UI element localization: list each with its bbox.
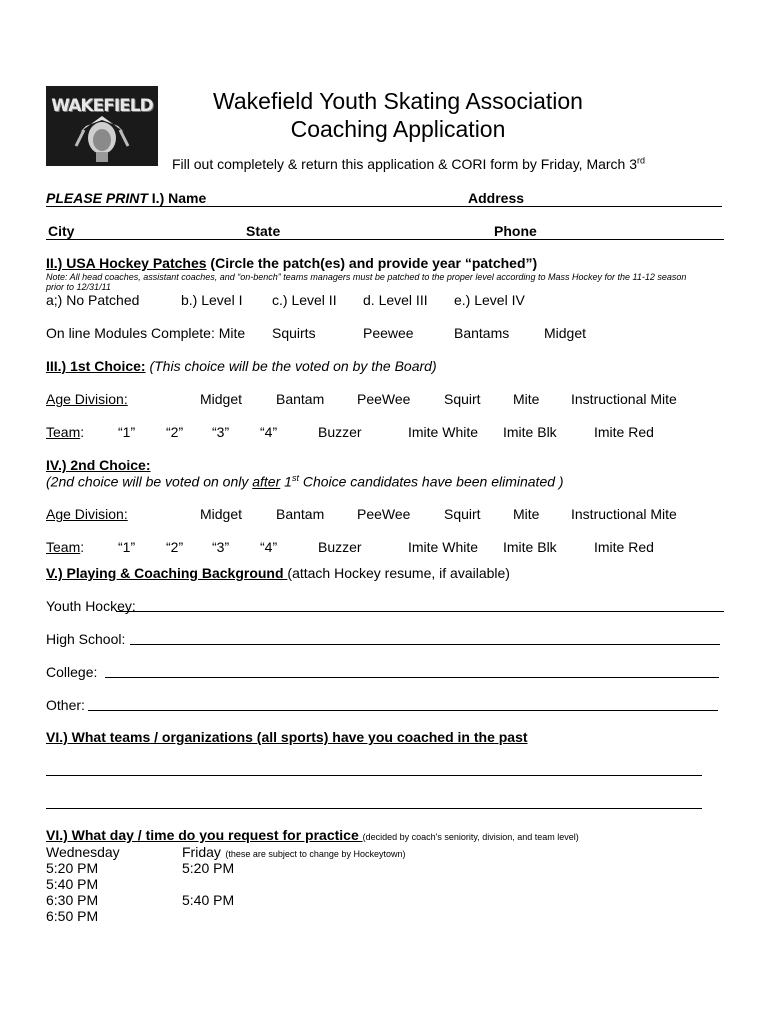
level-option-4[interactable]: e.) Level IV [454,292,525,308]
background-heading-underlined: V.) Playing & Coaching Background [46,565,288,581]
team-imite-blk-1[interactable]: Imite Blk [503,424,557,440]
youth-hockey-field[interactable] [116,611,724,612]
patches-heading-rest: (Circle the patch(es) and provide year “patched”) [206,255,538,271]
name-label-row [46,190,206,206]
level-option-3[interactable]: d. Level III [363,292,428,308]
second-choice-note-a: (2nd choice will be voted on only [46,473,253,490]
division-bantam-2[interactable]: Bantam [276,506,325,522]
division-mite-1[interactable]: Mite [513,391,540,407]
division-peewee-1[interactable]: PeeWee [357,391,411,407]
wednesday-time-2[interactable]: 5:40 PM [46,876,99,892]
division-instructional-mite-1[interactable]: Instructional Mite [571,391,677,407]
level-option-2[interactable]: c.) Level II [272,292,337,308]
module-bantams[interactable]: Bantams [454,325,510,341]
team-2-2[interactable]: “2” [166,539,184,555]
team-1-2[interactable]: “1” [118,539,136,555]
friday-time-1[interactable]: 5:20 PM [182,860,235,876]
second-choice-note-c: Choice candidates have been eliminated ) [298,473,564,490]
second-choice-note [46,473,564,490]
wednesday-label: Wednesday [46,844,120,860]
second-choice-note-after: after [252,473,281,490]
team-label-colon-1: : [80,424,85,440]
friday-time-2[interactable]: 5:40 PM [182,892,235,908]
division-squirt-1[interactable]: Squirt [444,391,481,407]
division-instructional-mite-2[interactable]: Instructional Mite [571,506,677,522]
age-division-label-1: Age Division: [46,391,128,407]
level-option-none[interactable]: a;) No Patched [46,292,140,308]
wednesday-time-4[interactable]: 6:50 PM [46,908,99,924]
coached-line-2[interactable] [46,808,702,809]
practice-heading [46,827,579,845]
team-imite-red-2[interactable]: Imite Red [594,539,654,555]
practice-heading-underlined: VI.) What day / time do you request for practice [46,827,363,843]
division-bantam-1[interactable]: Bantam [276,391,325,407]
form-subtitle: Coaching Application [290,116,506,142]
team-4-2[interactable]: “4” [260,539,278,555]
team-label-text-1: Team [46,424,81,440]
patches-heading-underlined: II.) USA Hockey Patches [46,255,207,271]
practice-heading-note: (decided by coach's seniority, division, and team level) [362,832,579,842]
division-midget-1[interactable]: Midget [200,391,243,407]
other-field[interactable] [88,710,718,711]
instruction-text: Fill out completely & return this application & CORI form by Friday, March 3 [172,156,638,172]
first-choice-heading-underlined: III.) 1st Choice: [46,358,146,374]
logo-wordmark: WAKEFIELD [51,96,153,116]
division-midget-2[interactable]: Midget [200,506,243,522]
college-label: College: [46,664,98,680]
module-peewee[interactable]: Peewee [363,325,414,341]
module-midget[interactable]: Midget [544,325,587,341]
team-imite-blk-2[interactable]: Imite Blk [503,539,557,555]
second-choice-note-b: 1 [280,473,292,490]
team-2-1[interactable]: “2” [166,424,184,440]
team-label-colon-2: : [80,539,85,555]
state-field[interactable] [246,239,494,240]
form-instruction [172,156,645,172]
friday-label: Friday [182,844,221,860]
second-choice-heading: IV.) 2nd Choice: [46,457,151,473]
wednesday-time-1[interactable]: 5:20 PM [46,860,99,876]
name-field[interactable] [46,206,460,207]
patches-note-line2: prior to 12/31/11 [46,282,111,292]
coached-line-1[interactable] [46,775,702,776]
high-school-label: High School: [46,631,126,647]
instruction-sup: rd [637,155,646,166]
division-squirt-2[interactable]: Squirt [444,506,481,522]
second-choice-note-sup: st [291,473,299,483]
team-1-1[interactable]: “1” [118,424,136,440]
patches-heading [46,255,537,271]
team-3-1[interactable]: “3” [212,424,230,440]
form-title: Wakefield Youth Skating Association [213,88,583,114]
college-field[interactable] [105,677,719,678]
phone-label: Phone [494,223,537,239]
division-mite-2[interactable]: Mite [513,506,540,522]
age-division-label-2: Age Division: [46,506,128,522]
team-label-1 [46,424,84,440]
team-3-2[interactable]: “3” [212,539,230,555]
other-label: Other: [46,697,85,713]
phone-field[interactable] [494,239,724,240]
first-choice-heading-rest: (This choice will be the voted on by the Board) [145,358,437,374]
background-heading [46,565,510,581]
youth-hockey-label: Youth Hockey: [46,598,136,614]
state-label: State [246,223,281,239]
team-imite-red-1[interactable]: Imite Red [594,424,654,440]
team-buzzer-1[interactable]: Buzzer [318,424,362,440]
city-label: City [48,223,75,239]
team-buzzer-2[interactable]: Buzzer [318,539,362,555]
team-4-1[interactable]: “4” [260,424,278,440]
module-squirts[interactable]: Squirts [272,325,316,341]
address-label: Address [468,190,525,206]
team-imite-white-1[interactable]: Imite White [408,424,479,440]
patches-note-line1: Note: All head coaches, assistant coaches, and “on-bench” teams managers must be patched to the proper level according to Mass Hockey for the 11-12 season [46,272,687,282]
division-peewee-2[interactable]: PeeWee [357,506,411,522]
address-field[interactable] [460,206,722,207]
high-school-field[interactable] [130,644,720,645]
modules-label[interactable]: On line Modules Complete: Mite [46,325,246,341]
coached-heading: VI.) What teams / organizations (all sports) have you coached in the past [46,729,528,745]
team-label-text-2: Team [46,539,81,555]
friday-note: (these are subject to change by Hockeytown) [225,849,406,859]
team-label-2 [46,539,84,555]
background-heading-rest: (attach Hockey resume, if available) [287,565,510,581]
name-label: I.) Name [147,190,207,206]
please-print-label: PLEASE PRINT [46,190,148,206]
city-field[interactable] [46,239,246,240]
level-option-1[interactable]: b.) Level I [181,292,243,308]
team-imite-white-2[interactable]: Imite White [408,539,479,555]
first-choice-heading [46,358,437,374]
wednesday-time-3[interactable]: 6:30 PM [46,892,99,908]
